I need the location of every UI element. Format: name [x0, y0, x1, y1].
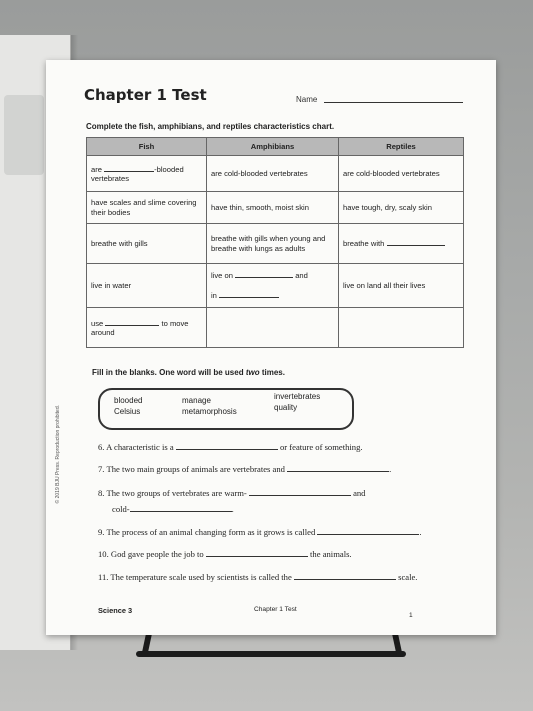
cell-amphibians-move: [207, 308, 339, 348]
blank-reptiles-breathe[interactable]: [387, 238, 445, 246]
blank-amphibians-live-2[interactable]: [219, 290, 279, 298]
cover-graphic: [4, 95, 44, 175]
word-bank-item: Celsius: [114, 407, 141, 416]
name-blank[interactable]: [324, 102, 463, 103]
fill-instruction: Fill in the blanks. One word will be used two times.: [92, 368, 285, 377]
cell-amphibians-breathe: breathe with gills when young and breathe with lungs as adults: [207, 224, 339, 264]
cell-amphibians-skin: have thin, smooth, moist skin: [207, 192, 339, 224]
blank-q8-cold[interactable]: [130, 503, 232, 512]
characteristics-chart: [86, 137, 464, 348]
copyright-notice: © 2019 BJU Press. Reproduction prohibited.: [55, 405, 61, 504]
cell-reptiles-move: [339, 308, 464, 348]
question-9: 9. The process of an animal changing form as it grows is called .: [98, 527, 422, 537]
blank-q9[interactable]: [317, 526, 419, 535]
question-10: 10. God gave people the job to the animals.: [98, 549, 352, 559]
blank-q10[interactable]: [206, 548, 308, 557]
cell-reptiles-skin: have tough, dry, scaly skin: [339, 192, 464, 224]
blank-fish-blood[interactable]: [104, 164, 154, 172]
cell-fish-skin: have scales and slime covering their bodies: [87, 192, 207, 224]
blank-q6[interactable]: [176, 441, 278, 450]
cell-amphibians-live: live on and in: [207, 264, 339, 308]
question-8: 8. The two groups of vertebrates are warm- and: [98, 488, 366, 498]
cell-fish-move: use to move around: [87, 308, 207, 348]
cell-reptiles-live: live on land all their lives: [339, 264, 464, 308]
cell-amphibians-blood: are cold-blooded vertebrates: [207, 156, 339, 192]
page-number: 1: [409, 612, 413, 619]
footer-chapter: Chapter 1 Test: [254, 606, 297, 613]
question-7: 7. The two main groups of animals are vertebrates and .: [98, 464, 392, 474]
header-fish: Fish: [87, 138, 207, 156]
name-label: Name: [296, 95, 318, 104]
word-bank-item: invertebrates: [274, 392, 321, 401]
cell-reptiles-breathe: breathe with: [339, 224, 464, 264]
cell-fish-breathe: breathe with gills: [87, 224, 207, 264]
chart-instruction: Complete the fish, amphibians, and reptiles characteristics chart.: [86, 122, 335, 131]
stand-base-bar: [136, 651, 406, 657]
blank-fish-move[interactable]: [105, 318, 159, 326]
word-bank-item: manage: [182, 396, 211, 405]
word-bank-item: blooded: [114, 396, 143, 405]
blank-q8-warm[interactable]: [249, 487, 351, 496]
cell-fish-live: live in water: [87, 264, 207, 308]
blank-q11[interactable]: [294, 571, 396, 580]
header-reptiles: Reptiles: [339, 138, 464, 156]
worksheet-page: [46, 60, 496, 635]
word-bank: [98, 388, 354, 430]
blank-amphibians-live-1[interactable]: [235, 270, 293, 278]
question-11: 11. The temperature scale used by scientists is called the scale.: [98, 572, 418, 582]
word-bank-item: metamorphosis: [182, 407, 237, 416]
header-amphibians: Amphibians: [207, 138, 339, 156]
question-8-cold: cold- .: [112, 504, 234, 514]
cell-fish-blood: are -blooded vertebrates: [87, 156, 207, 192]
question-6: 6. A characteristic is a or feature of something.: [98, 442, 363, 452]
word-bank-item: quality: [274, 403, 298, 412]
blank-q7[interactable]: [287, 463, 389, 472]
footer-subject: Science 3: [98, 606, 133, 615]
page-title: Chapter 1 Test: [84, 86, 207, 104]
cell-reptiles-blood: are cold-blooded vertebrates: [339, 156, 464, 192]
